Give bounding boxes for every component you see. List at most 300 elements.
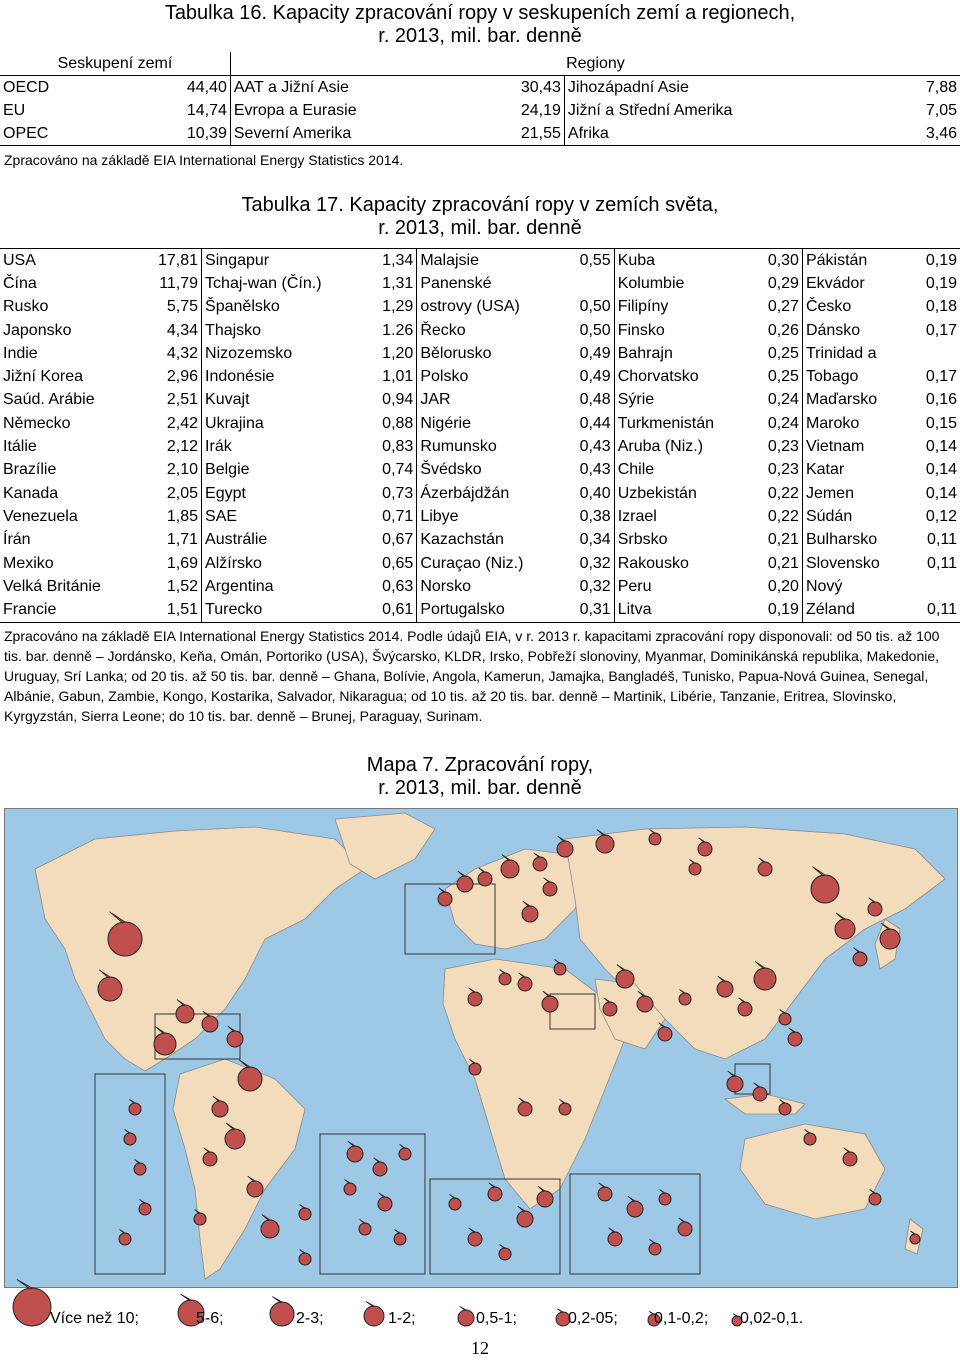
refinery-symbol (501, 860, 519, 878)
table17-country-name: Vietnam (805, 438, 865, 456)
table17-country-name: Írán (3, 531, 31, 549)
table17-country-value (910, 575, 960, 598)
table17-country-value: 5,75 (139, 296, 201, 319)
refinery-symbol-tip (609, 1228, 615, 1233)
map-legend (0, 1290, 960, 1334)
refinery-symbol (698, 842, 712, 856)
refinery-symbol (344, 1183, 356, 1195)
table17-country-name: Katar (805, 461, 845, 479)
table17-country-name: USA (3, 251, 36, 269)
refinery-symbol-tip (458, 871, 465, 876)
refinery-symbol-tip (360, 1219, 365, 1223)
table17-row (0, 412, 960, 435)
refinery-symbol (727, 1076, 743, 1092)
table17-country-name: Portugalsko (420, 601, 505, 619)
table17-country-value: 0,14 (925, 438, 957, 456)
refinery-symbol (608, 1232, 622, 1246)
table16-row (0, 122, 960, 146)
refinery-symbol (518, 977, 532, 991)
table17-row (0, 389, 960, 412)
table17-country-name: Curaçao (Niz.) (420, 554, 524, 572)
refinery-symbol (438, 892, 452, 906)
table17-country-value: 0,11 (927, 601, 957, 619)
refinery-symbol (518, 1102, 532, 1116)
table16-group-value: 10,39 (122, 122, 231, 146)
refinery-symbol (533, 857, 547, 871)
table17-country-value: 1,51 (139, 598, 201, 622)
refinery-symbol (202, 1016, 218, 1032)
table16-header-groups: Seskupení zemí (0, 52, 230, 76)
refinery-symbol (616, 970, 634, 988)
table17-country-name: Thajsko (205, 321, 262, 339)
table17-country-name: Francie (3, 601, 57, 619)
table17-country-name: Kolumbie (617, 274, 685, 292)
table17-country-name: Velká Británie (3, 577, 101, 595)
refinery-symbol (779, 1013, 791, 1025)
refinery-symbol (247, 1181, 263, 1197)
table17-country-name: Finsko (617, 321, 665, 339)
refinery-symbol-tip (228, 1026, 235, 1031)
refinery-symbol (299, 1253, 311, 1265)
refinery-symbol (779, 1103, 791, 1115)
refinery-symbol (139, 1203, 151, 1215)
legend-symbol (450, 1300, 478, 1328)
refinery-symbol (488, 1187, 502, 1201)
table17-row (0, 459, 960, 482)
table16-title-line2: r. 2013, mil. bar. denně (378, 25, 582, 47)
refinery-symbol (394, 1233, 406, 1245)
refinery-symbol (134, 1163, 146, 1175)
refinery-symbol (457, 876, 473, 892)
table16-region-value: 7,88 (925, 78, 957, 96)
table17-country-name: Mexiko (3, 554, 54, 572)
refinery-symbol (738, 1002, 752, 1016)
table17-country-value: 0,23 (752, 459, 802, 482)
table17-row (0, 365, 960, 388)
table17-country-name: Súdán (805, 507, 853, 525)
refinery-symbol-tip (450, 1194, 455, 1198)
table17-country-value: 0,32 (564, 552, 614, 575)
table17-row (0, 319, 960, 342)
table16-row (0, 76, 960, 100)
table17-country-value: 4,32 (139, 342, 201, 365)
refinery-symbol (596, 835, 614, 853)
refinery-symbol (119, 1233, 131, 1245)
table17-country-name: Argentina (205, 577, 274, 595)
table17-country-value: 0,24 (752, 389, 802, 412)
legend-label: 0,02-0,1. (740, 1310, 804, 1327)
table17-country-value: 2,51 (139, 389, 201, 412)
refinery-symbol (468, 1232, 482, 1246)
table17-country-value: 1,69 (139, 552, 201, 575)
table17-country-name: Japonsko (3, 321, 72, 339)
table17-country-value: 1,01 (366, 365, 416, 388)
table17-country-value: 1,20 (366, 342, 416, 365)
table17-country-value: 0,26 (752, 319, 802, 342)
table17-country-name: Izrael (617, 507, 657, 525)
table17-row (0, 296, 960, 319)
refinery-symbol-tip (628, 1196, 635, 1201)
refinery-symbol (108, 922, 142, 956)
refinery-symbol-tip (728, 1071, 735, 1076)
map-title-line2: r. 2013, mil. bar. denně (378, 777, 582, 799)
table17-country-name: Nigérie (420, 414, 471, 432)
world-map-svg (5, 809, 957, 1287)
table17-country-value: 1,71 (139, 529, 201, 552)
table17-country-value: 0,63 (366, 575, 416, 598)
table17-row (0, 482, 960, 505)
table17-country-name: Panenské (420, 274, 492, 292)
table17-country-name: Polsko (420, 368, 469, 386)
refinery-symbol-tip (125, 1129, 130, 1133)
table17-country-name: Norsko (420, 577, 471, 595)
table17-country-name: Rakousko (617, 554, 689, 572)
refinery-symbol-tip (650, 1239, 655, 1243)
table17-country-value: 2,42 (139, 412, 201, 435)
table17-country-value: 1,85 (139, 505, 201, 528)
table17-country-value: 0,21 (752, 552, 802, 575)
refinery-symbol (499, 973, 511, 985)
refinery-symbol (835, 919, 855, 939)
legend-symbol (262, 1292, 298, 1328)
refinery-symbol (203, 1152, 217, 1166)
table17-country-name: Irák (205, 438, 232, 456)
table17-country-name: Bahrajn (617, 344, 673, 362)
refinery-symbol (154, 1033, 176, 1055)
table17-country-name: Ekvádor (805, 274, 865, 292)
table17-country-name: Singapur (205, 251, 270, 269)
refinery-symbol (868, 902, 882, 916)
table17-country-value: 0,31 (564, 598, 614, 622)
table17-country-value: 0,44 (564, 412, 614, 435)
refinery-symbol (468, 992, 482, 1006)
table17-title-line2: r. 2013, mil. bar. denně (378, 217, 582, 239)
table17-country-name: Kuvajt (205, 391, 250, 409)
table16-region-name: Evropa a Eurasie (233, 101, 357, 119)
table17-row (0, 435, 960, 458)
refinery-symbol (373, 1162, 387, 1176)
table17-country-name: Bělorusko (420, 344, 492, 362)
table17-country-name: Malajsie (420, 251, 479, 269)
refinery-symbol (517, 1211, 533, 1227)
table17-country-value: 0,38 (564, 505, 614, 528)
table17-country-value: 0,61 (366, 598, 416, 622)
refinery-symbol (543, 882, 557, 896)
south-america-landmass (173, 1059, 305, 1279)
table17-country-value: 0,11 (927, 531, 957, 549)
table17-country-value: 0,49 (564, 342, 614, 365)
table17-country-name: Švédsko (420, 461, 482, 479)
table16-region-name: Jihozápadní Asie (567, 78, 689, 96)
refinery-symbol-tip (300, 1249, 305, 1253)
refinery-symbol (522, 906, 538, 922)
refinery-symbol (347, 1146, 363, 1162)
table17-country-value: 0,27 (752, 296, 802, 319)
refinery-symbol-tip (518, 1206, 525, 1211)
table16-group-name: OPEC (0, 122, 122, 146)
table17-country-name: Zéland (805, 601, 855, 619)
page-number: 12 (471, 1338, 489, 1358)
table16-region-value: 30,43 (476, 76, 564, 100)
table17-country-name: Uzbekistán (617, 484, 697, 502)
table17-country-name: Srbsko (617, 531, 668, 549)
table17-country-value: 0,49 (564, 365, 614, 388)
refinery-symbol (853, 952, 867, 966)
table17-row (0, 575, 960, 598)
table16-group-value: 44,40 (122, 76, 231, 100)
table17-row (0, 529, 960, 552)
table17-country-name: Trinidad a (805, 344, 877, 362)
table16-group-value: 14,74 (122, 99, 231, 122)
table16-region-name: AAT a Jižní Asie (233, 78, 349, 96)
table17-country-name: Filipíny (617, 298, 669, 316)
table17-country-value: 0,50 (564, 296, 614, 319)
refinery-symbol (753, 1087, 767, 1101)
refinery-symbol (537, 1191, 553, 1207)
refinery-symbol (299, 1208, 311, 1220)
table16-region-name: Severní Amerika (230, 122, 476, 146)
table17-country-name: Itálie (3, 438, 37, 456)
refinery-symbol (554, 963, 566, 975)
table17-country-value: 0,43 (564, 459, 614, 482)
table16-region-value: 21,55 (476, 122, 564, 146)
table17-country-value: 0,18 (925, 298, 957, 316)
table17 (0, 248, 960, 623)
table17-country-name: Dánsko (805, 321, 861, 339)
refinery-symbol (212, 1101, 228, 1117)
table16-region-value: 3,46 (889, 122, 960, 146)
table17-country-value: 17,81 (139, 249, 201, 273)
table17-country-value: 0,24 (752, 412, 802, 435)
refinery-symbol-tip (262, 1215, 270, 1221)
refinery-symbol-tip (439, 888, 445, 893)
table17-country-value: 1,34 (366, 249, 416, 273)
refinery-symbol-tip (679, 1218, 685, 1223)
table17-country-value: 0,43 (564, 435, 614, 458)
table16-title (0, 2, 960, 48)
legend-label: Více než 10; (50, 1310, 139, 1327)
refinery-symbol-tip (374, 1158, 380, 1163)
table17-country-value: 2,96 (139, 365, 201, 388)
table16-region-name: Afrika (564, 122, 889, 146)
table17-country-value: 0,94 (366, 389, 416, 412)
refinery-symbol (378, 1197, 392, 1211)
table17-country-name: ostrovy (USA) (420, 298, 520, 316)
refinery-symbol (469, 1063, 481, 1075)
table17-country-value: 0,25 (752, 365, 802, 388)
refinery-symbol-tip (555, 959, 560, 963)
refinery-symbol (129, 1103, 141, 1115)
refinery-symbol-tip (345, 1179, 350, 1183)
refinery-symbol-tip (500, 1244, 505, 1248)
refinery-symbol-tip (754, 1083, 760, 1088)
table17-country-value: 0,73 (366, 482, 416, 505)
refinery-symbol (637, 996, 653, 1012)
table17-country-name: Německo (3, 414, 71, 432)
inset-map-caribbean (95, 1074, 165, 1274)
refinery-symbol-tip (660, 1189, 665, 1193)
table17-country-value: 0,19 (752, 598, 802, 622)
refinery-symbol (399, 1148, 411, 1160)
table17-country-name: Španělsko (205, 298, 280, 316)
table17-country-value: 4,34 (139, 319, 201, 342)
table17-country-name: Pákistán (805, 251, 868, 269)
refinery-symbol-tip (400, 1144, 405, 1148)
refinery-symbol (679, 993, 691, 1005)
map-title-line1: Mapa 7. Zpracování ropy, (366, 754, 594, 776)
legend-label: 5-6; (196, 1310, 224, 1327)
table17-country-name: Ázerbájdžán (420, 484, 510, 502)
legend-label: 0,1-0,2; (654, 1310, 709, 1327)
refinery-symbol-tip (140, 1199, 145, 1203)
refinery-symbol-tip (379, 1193, 385, 1198)
table17-country-value: 0,23 (752, 435, 802, 458)
table17-country-value: 0,11 (927, 554, 957, 572)
table17-country-value: 2,05 (139, 482, 201, 505)
table17-country-value: 0,34 (564, 529, 614, 552)
legend-label: 0,2-05; (568, 1310, 618, 1327)
table17-country-name: Alžírsko (205, 554, 262, 572)
refinery-symbol-tip (348, 1141, 355, 1146)
table17-country-value: 0,14 (925, 484, 957, 502)
table17-country-value: 1,29 (366, 296, 416, 319)
refinery-symbol (176, 1005, 194, 1023)
table17-country-name: Bulharsko (805, 531, 878, 549)
table17-country-name: Sýrie (617, 391, 655, 409)
table17-row (0, 342, 960, 365)
table17-country-value: 0,88 (366, 412, 416, 435)
table17-country-value: 0,67 (366, 529, 416, 552)
table17-country-value: 2,12 (139, 435, 201, 458)
table17-country-name: Nový (805, 577, 843, 595)
table17-country-name: Litva (617, 601, 652, 619)
table17-country-value: 0,32 (564, 575, 614, 598)
table17-country-name: Turecko (205, 601, 263, 619)
table16 (0, 52, 960, 146)
table17-country-value: 11,79 (139, 272, 201, 295)
refinery-symbol-tip (789, 1028, 795, 1033)
table17-country-name: Peru (617, 577, 652, 595)
refinery-symbol (658, 1027, 672, 1041)
refinery-symbol (788, 1032, 802, 1046)
table17-country-name: Brazílie (3, 461, 57, 479)
table17-country-name: Libye (420, 507, 459, 525)
refinery-symbol (717, 981, 733, 997)
table16-title-line1: Tabulka 16. Kapacity zpracování ropy v seskupeních zemí a regionech, (164, 2, 796, 24)
table17-country-name: Kazachstán (420, 531, 504, 549)
table17-country-name: Čína (3, 274, 37, 292)
legend-symbol (5, 1278, 55, 1328)
table17-country-name: Tchaj-wan (Čín.) (205, 274, 322, 292)
table16-header-regions: Regiony (230, 52, 960, 76)
table17-note: Zpracováno na základě EIA International Energy Statistics 2014. Podle údajů EIA, v r. 2013 r. kapacitami zpracování ropy disponovali: od 50 tis. až 100 tis. bar. denně – Jordánsko, Keňa, Omán, Portoriko (USA), Švýcarsko, KLDR, Irsko, Pobřeží slonoviny, Myanmar, Dominikánská republika, Makedonie, Uruguay, Srí Lanka; od 20 tis. až 50 tis. bar. denně – Ghana, Bolívie, Angola, Kamerun, Jamajka, Bangladéš, Tunisko, Papua-Nová Guinea, Senegal, Albánie, Gabun, Zambie, Kongo, Kostarika, Salvador, Nikaragua; od 10 tis. až 20 tis. bar. denně – Martinik, Libérie, Tanzanie, Eritrea, Slovinsko, Kyrgyzstán, Sierra Leone; do 10 tis. bar. denně – Brunej, Paraguay, Surinam. (4, 628, 940, 724)
refinery-symbol (559, 1103, 571, 1115)
table17-country-name: SAE (205, 507, 238, 525)
refinery-symbol (449, 1198, 461, 1210)
refinery-symbol (557, 841, 573, 857)
refinery-symbol (598, 1187, 612, 1201)
table17-country-value: 1,52 (139, 575, 201, 598)
table17-country-name: Tobago (805, 368, 859, 386)
refinery-symbol (804, 1133, 816, 1145)
refinery-symbol-tip (120, 1229, 125, 1233)
table17-country-name: Slovensko (805, 554, 880, 572)
table17-country-value: 0,25 (752, 342, 802, 365)
table17-country-name: Indonésie (205, 368, 275, 386)
table17-country-value: 0,12 (925, 507, 957, 525)
refinery-symbol (359, 1223, 371, 1235)
table17-country-value: 2,10 (139, 459, 201, 482)
table16-row (0, 99, 960, 122)
table17-country-value: 1.26 (366, 319, 416, 342)
refinery-symbol-tip (135, 1159, 140, 1163)
refinery-symbol-tip (300, 1204, 305, 1208)
table17-country-value: 0,48 (564, 389, 614, 412)
refinery-symbol (869, 1193, 881, 1205)
refinery-symbol-tip (558, 836, 565, 841)
table16-region-name: Jižní a Střední Amerika (567, 101, 733, 119)
table17-country-value: 0,19 (925, 251, 957, 269)
north-america-landmass (35, 827, 365, 1071)
refinery-symbol (603, 1002, 617, 1016)
table16-group-name: EU (3, 101, 26, 119)
table17-country-name: Austrálie (205, 531, 268, 549)
table17-row (0, 249, 960, 273)
table17-country-value: 0,40 (564, 482, 614, 505)
table17-country-name: Rumunsko (420, 438, 497, 456)
table17-country-name: Turkmenistán (617, 414, 715, 432)
refinery-symbol (649, 833, 661, 845)
refinery-symbol (627, 1201, 643, 1217)
legend-label: 1-2; (388, 1310, 416, 1327)
refinery-symbol (659, 1193, 671, 1205)
table16-region-value: 24,19 (476, 99, 564, 122)
table17-country-name: Česko (805, 298, 852, 316)
table17-row (0, 505, 960, 528)
refinery-symbol (499, 1248, 511, 1260)
refinery-symbol (194, 1213, 206, 1225)
table17-country-value: 0,15 (925, 414, 957, 432)
table17-country-value: 0,20 (752, 575, 802, 598)
table17-country-value: 1,31 (366, 272, 416, 295)
table17-row (0, 552, 960, 575)
table17-country-value: 0,17 (925, 368, 957, 386)
table17-country-name: Nizozemsko (205, 344, 293, 362)
world-map (4, 808, 958, 1288)
table17-country-name: Kuba (617, 251, 656, 269)
legend-symbol (356, 1296, 388, 1328)
table17-country-name: Indie (3, 344, 38, 362)
table17-country-name: Rusko (3, 298, 49, 316)
table17-country-name: Saúd. Arábie (3, 391, 95, 409)
table17-country-name: Aruba (Niz.) (617, 438, 704, 456)
table17-country-name: Ukrajina (205, 414, 264, 432)
refinery-symbol (478, 872, 492, 886)
refinery-symbol-tip (130, 1099, 135, 1103)
map-title (250, 754, 710, 800)
table17-country-name: JAR (420, 391, 451, 409)
refinery-symbol (261, 1220, 279, 1238)
refinery-symbol (689, 863, 701, 875)
table17-country-name: Chorvatsko (617, 368, 699, 386)
table17-country-name: Egypt (205, 484, 246, 502)
refinery-symbol (811, 875, 839, 903)
table17-country-value: 0,71 (366, 505, 416, 528)
table17-country-name: Chile (617, 461, 655, 479)
table16-region-value: 7,05 (925, 101, 957, 119)
refinery-symbol (225, 1129, 245, 1149)
table17-title (100, 194, 860, 240)
